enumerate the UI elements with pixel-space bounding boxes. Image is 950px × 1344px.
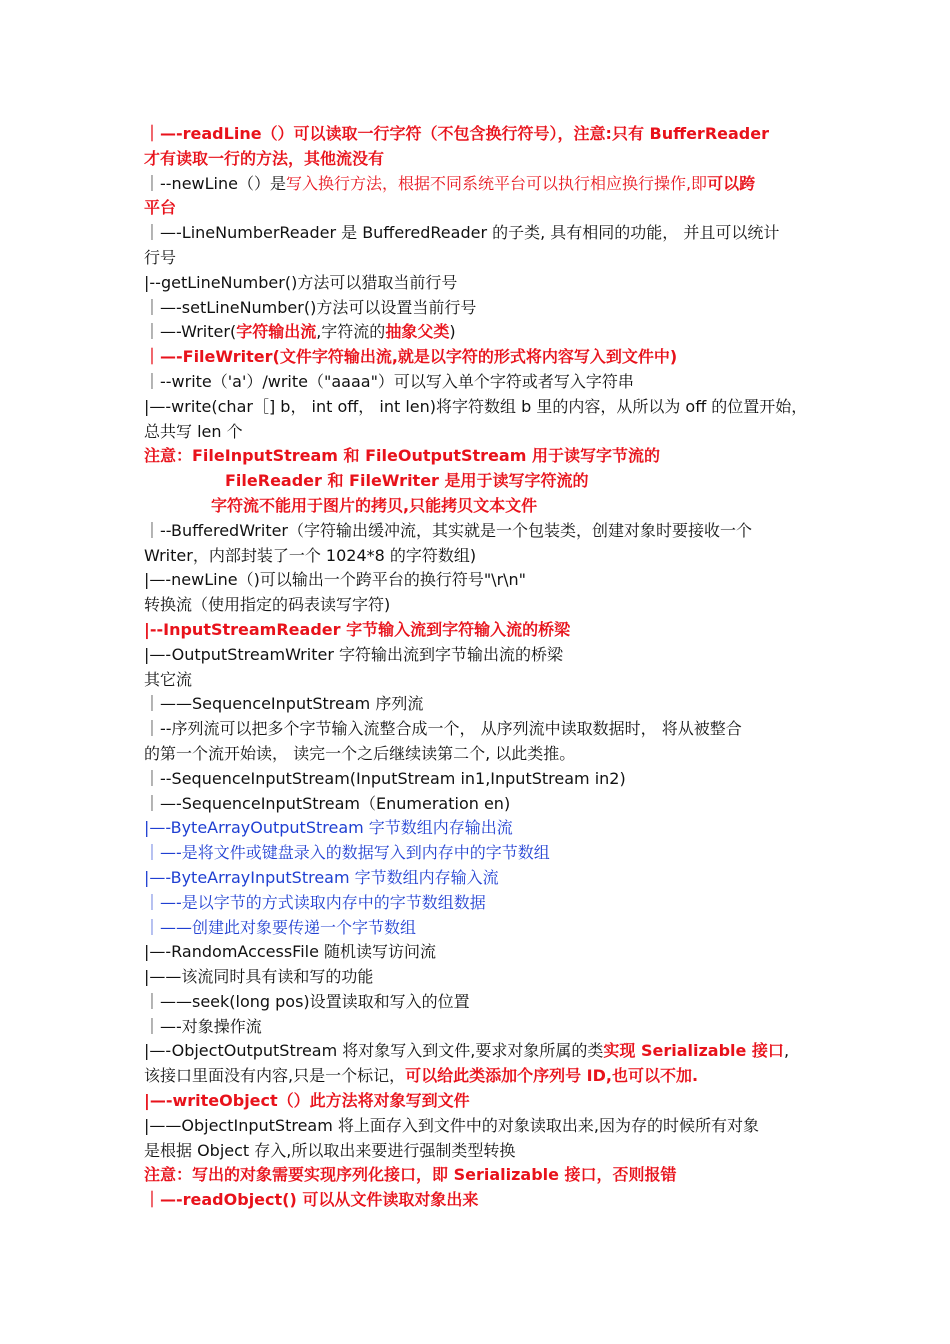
text-line: 平台 — [144, 198, 177, 218]
highlight-span: 抽象父类 — [385, 322, 450, 342]
text-line: ｜——SequenceInputStream 序列流 — [144, 694, 424, 714]
text-line: ｜--序列流可以把多个字节输入流整合成一个， 从序列流中读取数据时， 将从被整合 — [144, 719, 742, 739]
text-line — [144, 320, 814, 345]
document-page — [144, 122, 814, 1213]
text-line: 是根据 Object 存入,所以取出来要进行强制类型转换 — [144, 1140, 516, 1160]
text-line: |--getLineNumber()方法可以猎取当前行号 — [144, 272, 458, 292]
text-span: ,字符流的 — [316, 322, 386, 342]
highlight-span: 可以跨 — [707, 173, 756, 193]
note-span: 字符流不能用于图片的拷贝,只能拷贝文本文件 — [211, 495, 538, 515]
text-line: 转换流（使用指定的码表读写字符) — [144, 595, 391, 615]
text-span: , — [783, 1041, 790, 1061]
text-line: |—-write(char［] b， int off， int len)将字符数组 b 里的内容，从所以为 off 的位置开始， — [144, 396, 808, 416]
text-line — [144, 1064, 814, 1089]
text-line: ｜—-SequenceInputStream（Enumeration en) — [144, 793, 511, 813]
text-line: |——该流同时具有读和写的功能 — [144, 967, 374, 987]
text-span: ｜—-Writer( — [144, 322, 237, 342]
text-line: ｜--write（'a'）/write（"aaaa"）可以写入单个字符或者写入字符串 — [144, 371, 634, 391]
note-line: 注意：写出的对象需要实现序列化接口，即 Serializable 接口，否则报错 — [144, 1165, 677, 1185]
text-span: 该接口里面没有内容,只是一个标记， — [144, 1066, 406, 1086]
text-line: |—-writeObject（）此方法将对象写到文件 — [144, 1091, 470, 1111]
text-line: 才有读取一行的方法，其他流没有 — [144, 148, 385, 168]
text-span: |—-ObjectOutputStream 将对象写入到文件,要求对象所属的类 — [144, 1041, 604, 1061]
text-line: ｜—-是以字节的方式读取内存中的字节数组数据 — [144, 892, 486, 912]
text-line: ｜——创建此对象要传递一个字节数组 — [144, 917, 417, 937]
text-line: |—-newLine（)可以输出一个跨平台的换行符号"\r\n" — [144, 570, 527, 590]
text-line: |—-ByteArrayOutputStream 字节数组内存输出流 — [144, 818, 513, 838]
text-line: 行号 — [144, 247, 177, 267]
text-line: |--InputStreamReader 字节输入流到字符输入流的桥梁 — [144, 619, 571, 639]
highlight-span: 字符输出流 — [236, 322, 317, 342]
text-line: ｜--BufferedWriter（字符输出缓冲流，其实就是一个包装类，创建对象时要接收一个 — [144, 520, 753, 540]
text-line: |—-ByteArrayInputStream 字节数组内存输入流 — [144, 867, 499, 887]
text-line: ｜—-LineNumberReader 是 BufferedReader 的子类, 具有相同的功能， 并且可以统计 — [144, 223, 780, 243]
text-line: |—-RandomAccessFile 随机读写访问流 — [144, 942, 437, 962]
text-line: |——ObjectInputStream 将上面存入到文件中的对象读取出来,因为存的时候所有对象 — [144, 1115, 759, 1135]
text-line: |—-OutputStreamWriter 字符输出流到字节输出流的桥梁 — [144, 644, 563, 664]
note-line — [144, 494, 814, 519]
text-line: ｜—-setLineNumber()方法可以设置当前行号 — [144, 297, 477, 317]
text-line: ｜——seek(long pos)设置读取和写入的位置 — [144, 991, 470, 1011]
note-line: 注意：FileInputStream 和 FileOutputStream 用于读写字节流的 — [144, 446, 660, 466]
text-line: ｜--SequenceInputStream(InputStream in1,InputStream in2) — [144, 768, 626, 788]
text-line: Writer，内部封装了一个 1024*8 的字符数组) — [144, 545, 477, 565]
text-span: ) — [449, 322, 456, 342]
text-line — [144, 172, 814, 197]
note-line: FileReader 和 FileWriter 是用于读写字符流的 — [225, 471, 589, 491]
highlight-span: 可以给此类添加个序列号 ID,也可以不加. — [405, 1066, 699, 1086]
text-line: ｜—-readObject() 可以从文件读取对象出来 — [144, 1190, 479, 1210]
highlight-span: 实现 Serializable 接口 — [603, 1041, 784, 1061]
text-span: ｜--newLine（）是 — [144, 173, 286, 193]
text-line: ｜—-readLine（）可以读取一行字符（不包含换行符号），注意:只有 BufferReader — [144, 124, 769, 143]
text-line: 总共写 len 个 — [144, 421, 243, 441]
text-line: 其它流 — [144, 669, 193, 689]
text-line: ｜—-对象操作流 — [144, 1016, 262, 1036]
text-line: ｜—-是将文件或键盘录入的数据写入到内存中的字节数组 — [144, 843, 550, 863]
text-line: ｜—-FileWriter(文件字符输出流,就是以字符的形式将内容写入到文件中) — [144, 347, 678, 367]
text-line: 的第一个流开始读， 读完一个之后继续读第二个, 以此类推。 — [144, 743, 576, 763]
text-line — [144, 1039, 814, 1064]
highlight-span: 写入换行方法，根据不同系统平台可以执行相应换行操作,即 — [285, 173, 708, 193]
